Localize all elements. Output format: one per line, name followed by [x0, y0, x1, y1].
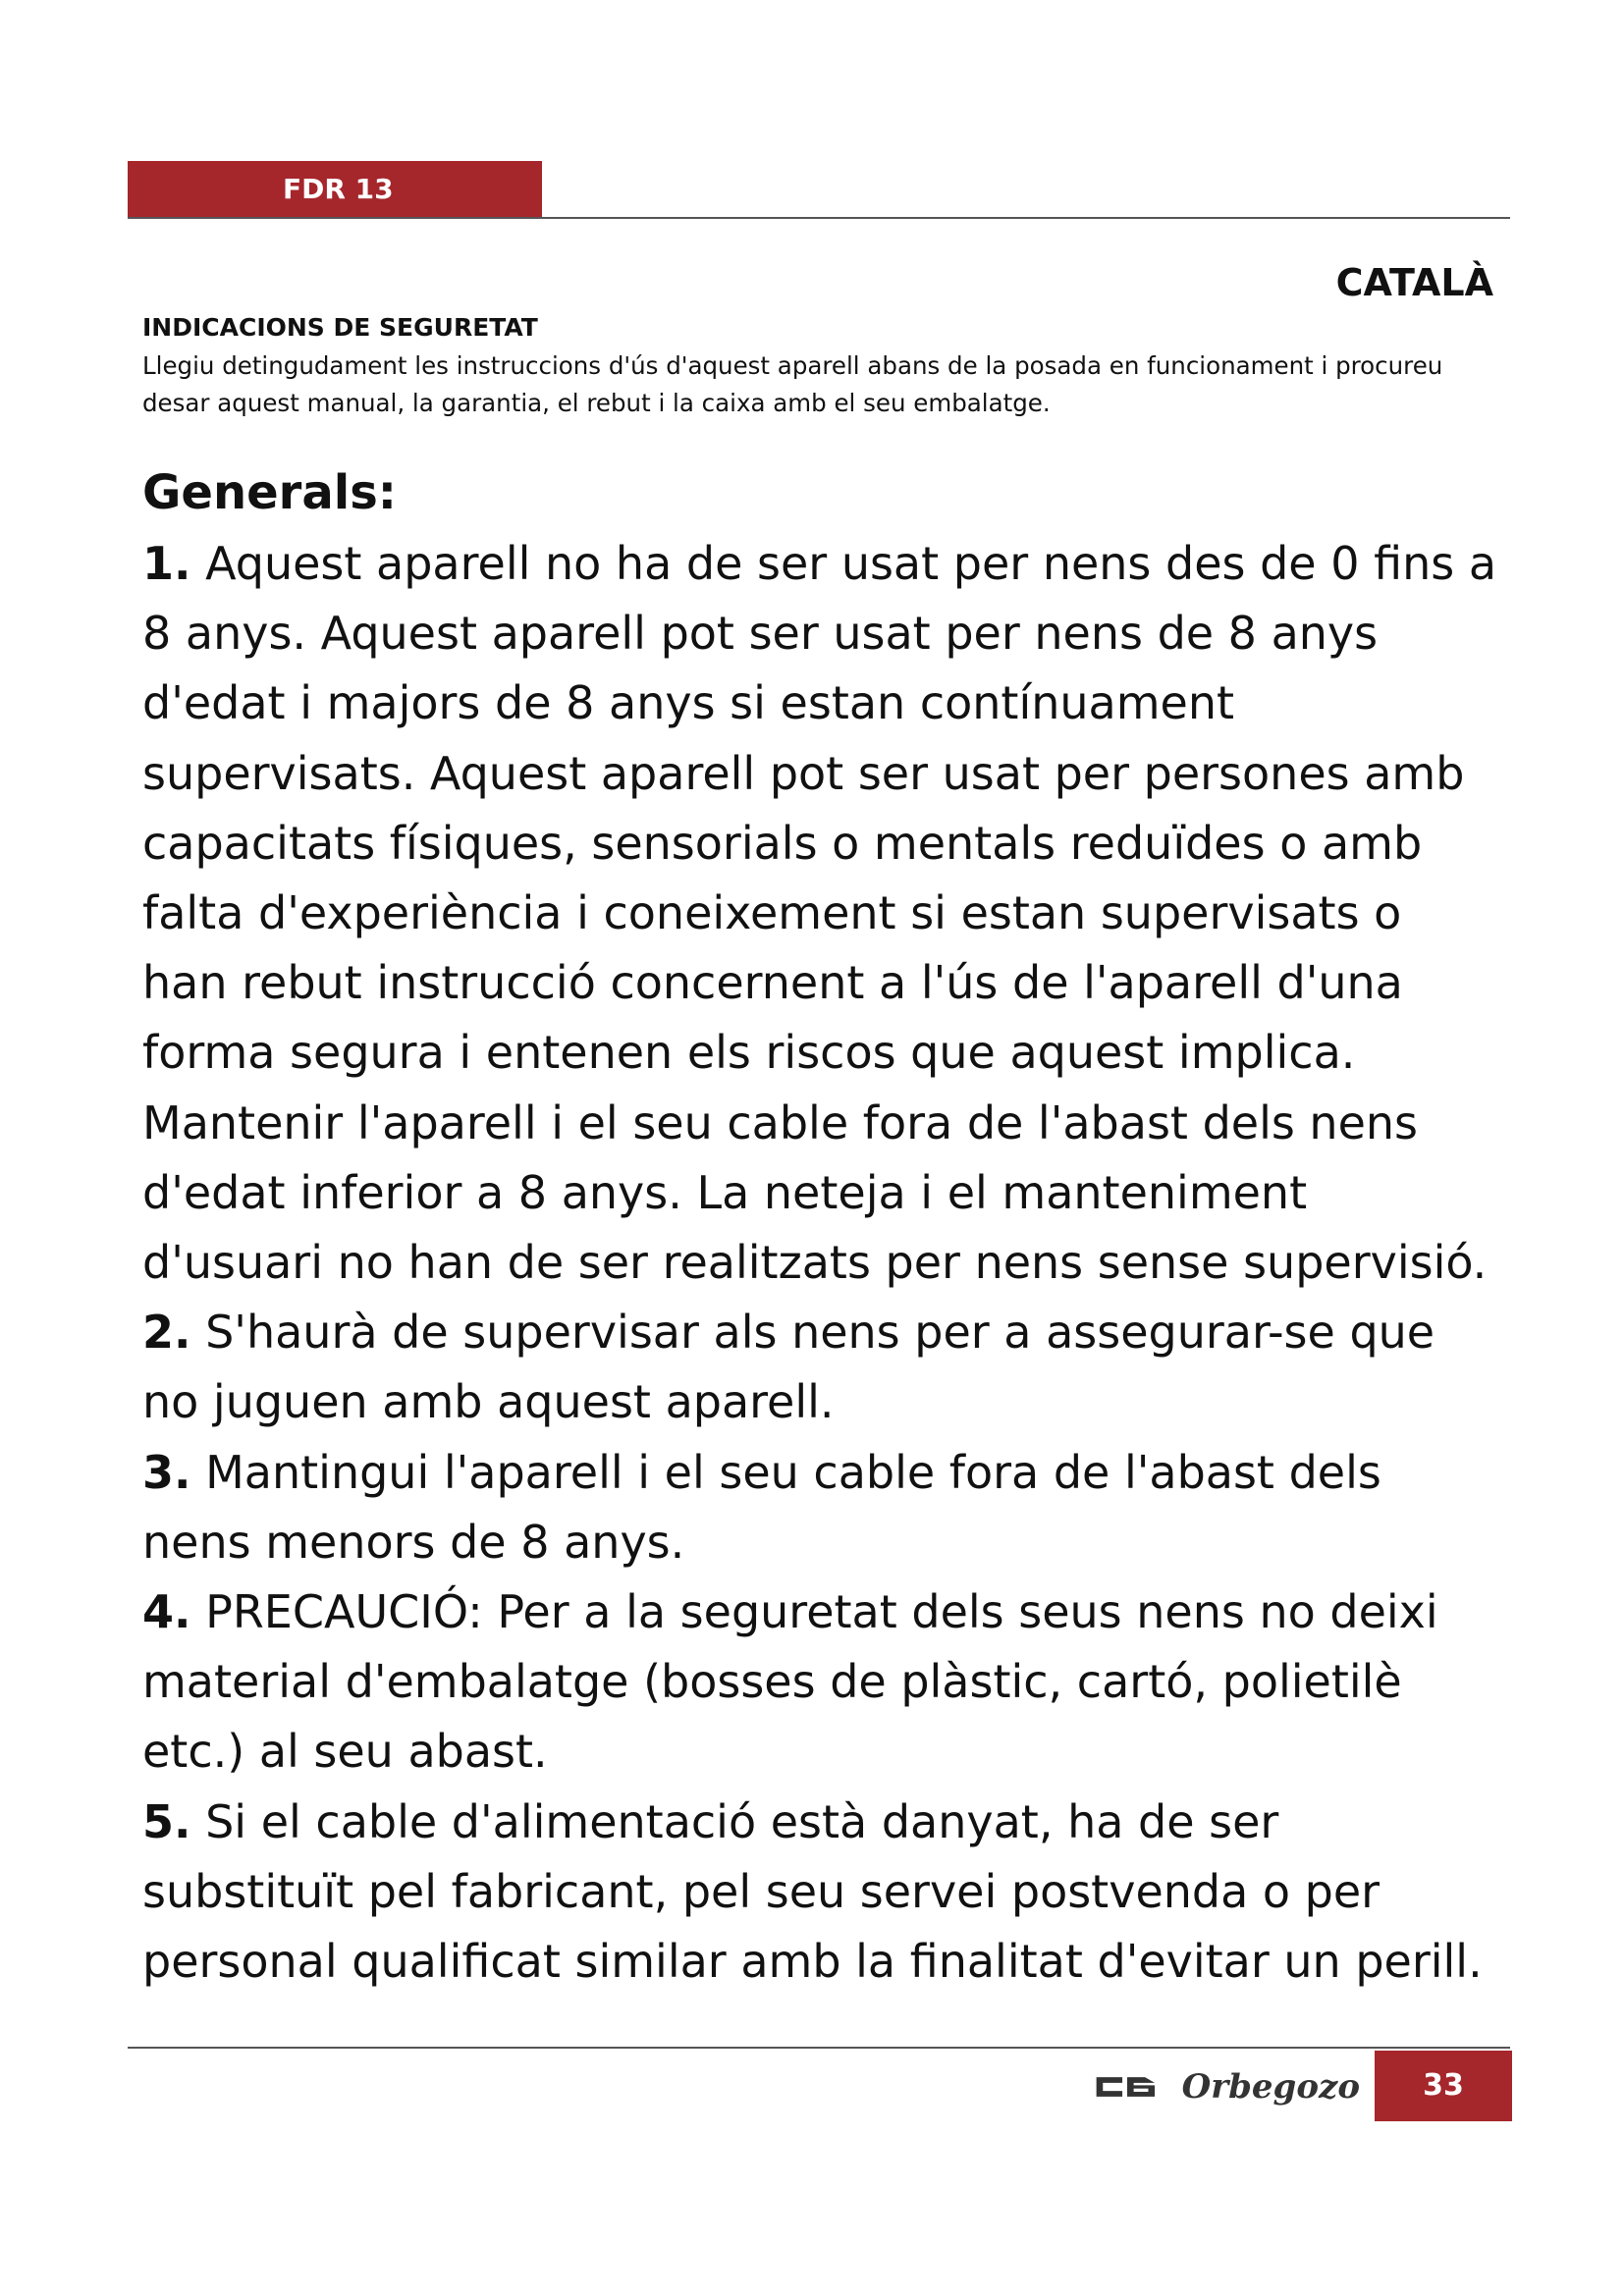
general-items-list — [142, 529, 1497, 1997]
list-item — [142, 1438, 1497, 1577]
item-text: Si el cable d'alimentació està danyat, ha de ser substituït pel fabricant, pel seu servei postvenda o per personal qualificat similar amb la finalitat d'evitar un perill. — [142, 1794, 1483, 1989]
item-text: Mantingui l'aparell i el seu cable fora de l'abast dels nens menors de 8 anys. — [142, 1445, 1381, 1569]
brand-logo — [1095, 2060, 1360, 2113]
model-label: FDR 13 — [283, 173, 394, 205]
safety-intro: Llegiu detingudament les instruccions d'ús d'aquest aparell abans de la posada en funcionament i procureu desar aquest manual, la garantia, el rebut i la caixa amb el seu embalatge. — [142, 351, 1443, 417]
item-number: 5. — [142, 1794, 191, 1848]
page-number-label: 33 — [1423, 2068, 1464, 2103]
list-item — [142, 529, 1497, 1298]
item-text: Aquest aparell no ha de ser usat per nens des de 0 fins a 8 anys. Aquest aparell pot ser usat per nens de 8 anys d'edat i majors de 8 anys si estan contínuament supervisats. Aquest aparell pot ser usat per persones amb capacitats físiques, sensorials o mentals reduïdes o amb falta d'experiència i coneixement si estan supervisats o han rebut instrucció concernent a l'ús de l'aparell d'una forma segura i entenen els riscos que aquest implica. Mantenir l'aparell i el seu cable fora de l'abast dels nens d'edat inferior a 8 anys. La neteja i el manteniment d'usuari no han de ser realitzats per nens sense supervisió. — [142, 537, 1497, 1290]
footer-divider — [128, 2047, 1510, 2049]
item-number: 3. — [142, 1445, 191, 1499]
header-divider — [128, 217, 1510, 219]
item-text: PRECAUCIÓ: Per a la seguretat dels seus nens no deixi material d'embalatge (bosses de plàstic, cartó, polietilè etc.) al seu abast. — [142, 1585, 1438, 1779]
safety-title: INDICACIONS DE SEGURETAT — [142, 313, 538, 342]
list-item — [142, 1298, 1497, 1437]
general-heading: Generals: — [142, 465, 397, 520]
brand-mark-icon — [1095, 2069, 1166, 2105]
item-number: 1. — [142, 537, 191, 590]
page-number — [1375, 2051, 1512, 2121]
language-label: CATALÀ — [1335, 261, 1493, 304]
item-number: 2. — [142, 1306, 191, 1360]
brand-name: Orbegozo — [1181, 2067, 1360, 2107]
list-item — [142, 1577, 1497, 1788]
item-text: S'haurà de supervisar als nens per a assegurar-se que no juguen amb aquest aparell. — [142, 1306, 1435, 1429]
item-number: 4. — [142, 1585, 191, 1639]
model-tab — [128, 161, 542, 218]
list-item — [142, 1788, 1497, 1998]
